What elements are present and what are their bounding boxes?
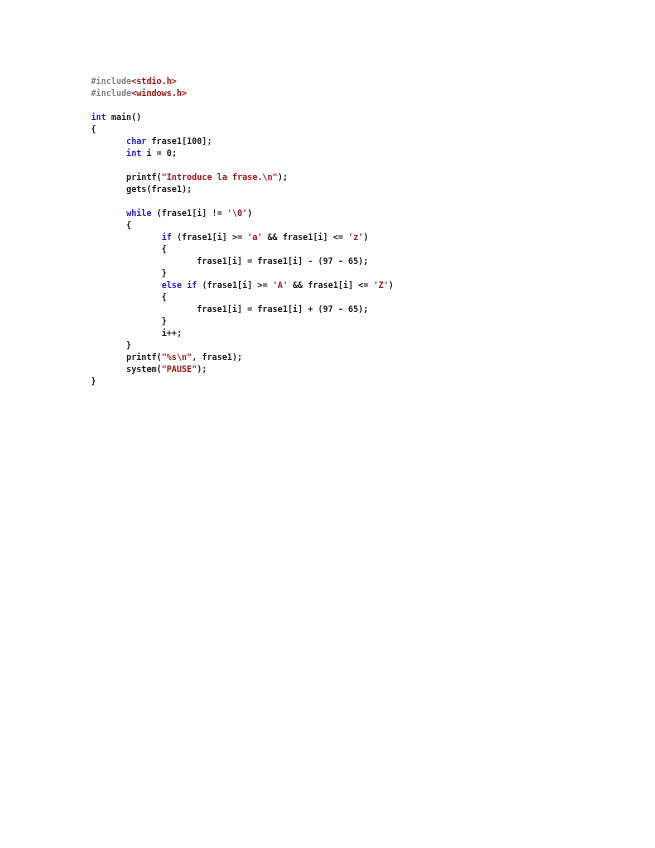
code-token: { xyxy=(91,124,97,134)
code-line xyxy=(91,363,207,375)
code-token: && frase1[i] <= xyxy=(262,232,349,242)
code-line xyxy=(91,243,167,255)
code-token: 'a' xyxy=(247,232,263,242)
code-token: 'A' xyxy=(272,280,288,290)
code-token: (frase1[i] >= xyxy=(171,232,248,242)
code-token: <stdio.h> xyxy=(131,76,177,86)
code-token: } xyxy=(91,268,167,278)
code-token xyxy=(91,232,162,242)
code-token: if xyxy=(186,280,197,290)
code-token: <windows.h> xyxy=(131,88,187,98)
code-token: } xyxy=(91,376,97,386)
code-token: system( xyxy=(91,364,162,374)
code-token: ); xyxy=(196,364,207,374)
code-token: "PAUSE" xyxy=(161,364,197,374)
code-line xyxy=(91,207,252,219)
code-token: if xyxy=(161,232,172,242)
code-token: else xyxy=(161,280,182,290)
code-token: ) xyxy=(388,280,394,290)
code-line xyxy=(91,327,182,339)
code-token: && frase1[i] <= xyxy=(287,280,374,290)
code-token: int xyxy=(91,112,107,122)
code-token: int xyxy=(126,148,142,158)
code-token: i++; xyxy=(91,328,182,338)
code-token: char xyxy=(126,136,147,146)
code-line xyxy=(91,375,96,387)
code-token: ) xyxy=(247,208,253,218)
code-line xyxy=(91,303,368,315)
code-line xyxy=(91,231,368,243)
code-token: i = 0; xyxy=(141,148,177,158)
code-token: { xyxy=(91,244,167,254)
code-token: "Introduce la frase.\n" xyxy=(161,172,278,182)
code-token: printf( xyxy=(91,352,162,362)
code-line xyxy=(91,171,288,183)
code-token: (frase1[i] != xyxy=(151,208,228,218)
code-token: ); xyxy=(277,172,288,182)
code-line xyxy=(91,267,167,279)
code-token xyxy=(91,148,126,158)
code-token: "%s\n" xyxy=(161,352,192,362)
code-line xyxy=(91,123,96,135)
code-token: 'z' xyxy=(348,232,364,242)
code-line xyxy=(91,351,242,363)
code-token xyxy=(91,208,126,218)
code-token xyxy=(91,136,126,146)
code-token: while xyxy=(126,208,152,218)
code-token: { xyxy=(91,292,167,302)
code-line xyxy=(91,339,131,351)
code-line xyxy=(91,291,167,303)
code-token: frase1[i] = frase1[i] - (97 - 65); xyxy=(91,256,369,266)
code-line xyxy=(91,183,192,195)
code-line xyxy=(91,255,368,267)
code-line xyxy=(91,315,167,327)
code-token xyxy=(91,280,162,290)
code-token: main() xyxy=(106,112,142,122)
code-token: ) xyxy=(363,232,369,242)
code-line xyxy=(91,279,394,291)
code-line xyxy=(91,87,187,99)
code-token: { xyxy=(91,220,132,230)
code-token: gets(frase1); xyxy=(91,184,192,194)
code-line xyxy=(91,111,141,123)
code-token: #include xyxy=(91,88,132,98)
code-line xyxy=(91,147,177,159)
code-token: } xyxy=(91,340,132,350)
code-token: printf( xyxy=(91,172,162,182)
code-token: , frase1); xyxy=(191,352,243,362)
code-token: } xyxy=(91,316,167,326)
code-token: 'Z' xyxy=(373,280,389,290)
code-token: '\0' xyxy=(227,208,248,218)
code-token: frase1[100]; xyxy=(146,136,213,146)
code-token: frase1[i] = frase1[i] + (97 - 65); xyxy=(91,304,369,314)
code-line xyxy=(91,75,177,87)
code-line xyxy=(91,219,131,231)
code-token: (frase1[i] >= xyxy=(196,280,273,290)
code-line xyxy=(91,135,212,147)
code-token: #include xyxy=(91,76,132,86)
